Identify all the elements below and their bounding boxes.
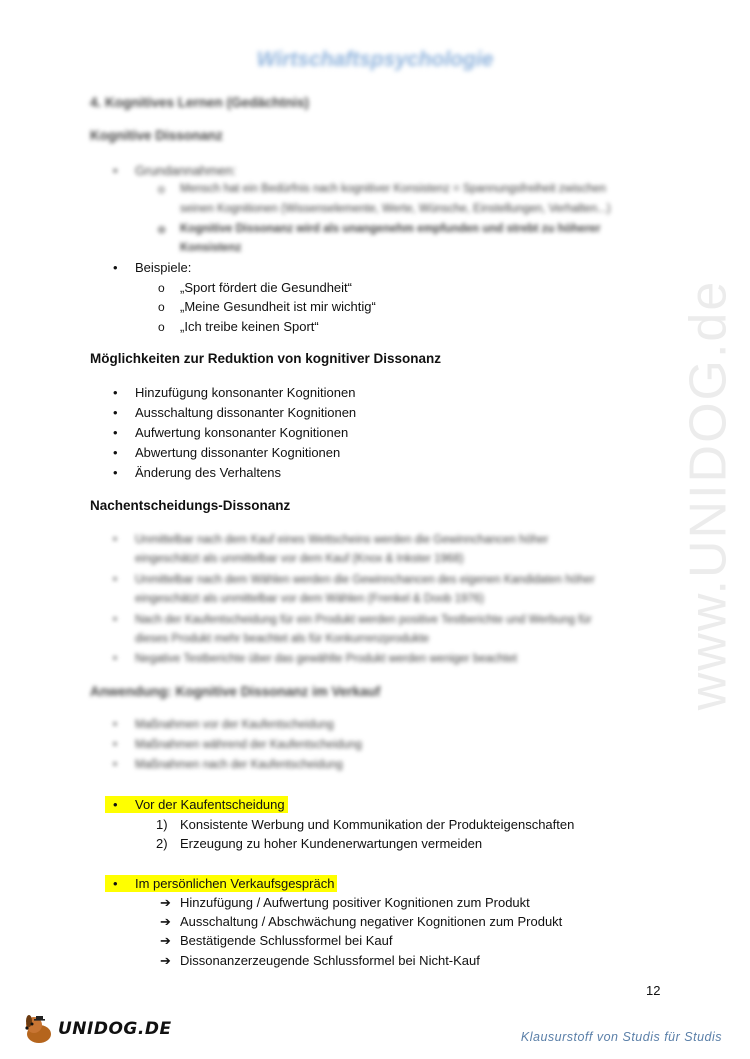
- arrow-icon: ➔: [160, 953, 171, 968]
- list-item: • Maßnahmen vor der Kaufentscheidung: [135, 717, 334, 733]
- unidog-logo[interactable]: [22, 1012, 172, 1046]
- item-text: Bestätigende Schlussformel bei Kauf: [180, 933, 393, 948]
- arrow-icon: ➔: [160, 895, 171, 910]
- arrow-item: [160, 914, 563, 930]
- numbered-item: [156, 817, 575, 833]
- item-text: Erzeugung zu hoher Kundenerwartungen vermeiden: [180, 836, 483, 851]
- example-item: o „Sport fördert die Gesundheit“: [180, 280, 352, 296]
- list-item-cont: seinen Kognitionen (Wissenselemente, Werte, Wünsche, Einstellungen, Verhalten...): [180, 203, 611, 215]
- footer-tagline: Klausurstoff von Studis für Studis: [520, 1030, 722, 1044]
- item-text: Ausschaltung / Abschwächung negativer Kognitionen zum Produkt: [180, 914, 563, 929]
- example-item: o „Meine Gesundheit ist mir wichtig“: [180, 299, 376, 315]
- list-item-cont: Konsistenz: [180, 242, 242, 254]
- list-item: • Änderung des Verhaltens: [135, 465, 281, 481]
- watermark: [598, 270, 750, 720]
- list-item: o Kognitive Dissonanz wird als unangenehm empfunden und strebt zu höherer: [180, 221, 600, 237]
- list-item: • Aufwertung konsonanter Kognitionen: [135, 425, 348, 441]
- page-number: 12: [646, 983, 661, 998]
- list-item-cont: eingeschätzt als unmittelbar vor dem Wählen (Frenkel & Doob 1976): [135, 593, 485, 605]
- heading-reduktion: Möglichkeiten zur Reduktion von kognitiver Dissonanz: [90, 351, 442, 366]
- list-item: • Maßnahmen während der Kaufentscheidung: [135, 737, 362, 753]
- arrow-icon: ➔: [160, 914, 171, 929]
- heading-nachentscheidung: Nachentscheidungs-Dissonanz: [90, 498, 291, 513]
- list-item: • Negative Testberichte über das gewählte Produkt werden weniger beachtet: [135, 651, 517, 667]
- item-number: 1): [156, 817, 168, 832]
- list-item: • Grundannahmen:: [135, 163, 236, 179]
- list-item: • Nach der Kaufentscheidung für ein Produkt werden positive Testberichte und Werbung für: [135, 612, 592, 628]
- item-text: Konsistente Werbung und Kommunikation der Produkteigenschaften: [180, 817, 575, 832]
- list-item: • Abwertung dissonanter Kognitionen: [135, 445, 340, 461]
- list-item: • Maßnahmen nach der Kaufentscheidung: [135, 757, 343, 773]
- example-item: o „Ich treibe keinen Sport“: [180, 319, 319, 335]
- arrow-icon: ➔: [160, 933, 171, 948]
- list-item-cont: eingeschätzt als unmittelbar vor dem Kauf (Knox & Inkster 1968): [135, 553, 464, 565]
- heading-anwendung: Anwendung: Kognitive Dissonanz im Verkauf: [90, 684, 381, 699]
- highlighted-label: Im persönlichen Verkaufsgespräch: [105, 875, 337, 892]
- list-item: o Mensch hat ein Bedürfnis nach kognitiver Konsistenz = Spannungsfreiheit zwischen: [180, 181, 606, 197]
- subtitle-kognitive-dissonanz: Kognitive Dissonanz: [90, 128, 223, 143]
- logo-text: UNIDOG.DE: [58, 1019, 172, 1039]
- examples-label: • Beispiele:: [135, 260, 191, 276]
- list-item: • Unmittelbar nach dem Kauf eines Wettscheins werden die Gewinnchancen höher: [135, 532, 548, 548]
- list-item: • Unmittelbar nach dem Wählen werden die Gewinnchancen des eigenen Kandidaten höher: [135, 572, 595, 588]
- highlight-vor-kaufentscheidung: [135, 797, 288, 813]
- dog-icon: [22, 1012, 56, 1046]
- highlighted-label: Vor der Kaufentscheidung: [105, 796, 288, 813]
- item-text: Hinzufügung / Aufwertung positiver Kognitionen zum Produkt: [180, 895, 530, 910]
- item-number: 2): [156, 836, 168, 851]
- item-text: Dissonanzerzeugende Schlussformel bei Nicht-Kauf: [180, 953, 480, 968]
- numbered-item: [156, 836, 483, 852]
- page-title: Wirtschaftspsychologie: [256, 48, 494, 71]
- section-heading: 4. Kognitives Lernen (Gedächtnis): [90, 95, 310, 110]
- arrow-item: [160, 933, 393, 949]
- arrow-item: [160, 895, 530, 911]
- watermark-text: www.UNIDOG.de: [679, 279, 737, 711]
- arrow-item: [160, 953, 480, 969]
- list-item-cont: dieses Produkt mehr beachtet als für Konkurrenzprodukte: [135, 633, 430, 645]
- list-item: • Ausschaltung dissonanter Kognitionen: [135, 405, 356, 421]
- highlight-verkaufsgespraech: [135, 876, 337, 892]
- list-item: • Hinzufügung konsonanter Kognitionen: [135, 385, 355, 401]
